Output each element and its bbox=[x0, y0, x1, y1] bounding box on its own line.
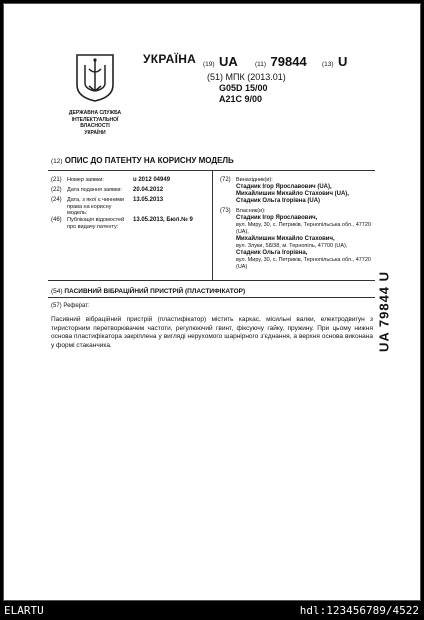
owner-address: вул. Миру, 30, с. Петриків, Тернопільська обл., 47720 (UA), bbox=[236, 222, 371, 235]
inventor-name: Михайлишин Михайло Стахович (UA), bbox=[236, 191, 349, 197]
owner-name: Стадник Ігор Ярославович, bbox=[236, 215, 318, 221]
office-line-4: УКРАЇНИ bbox=[84, 129, 106, 136]
biblio-value: 13.05.2013, Бюл.№ 9 bbox=[133, 217, 193, 223]
abstract-label: (57) Реферат: bbox=[51, 303, 90, 309]
biblio-row bbox=[51, 177, 211, 187]
office-line-3: ВЛАСНОСТІ bbox=[80, 123, 110, 129]
document-page bbox=[3, 3, 421, 601]
inid-code-54: (54) bbox=[51, 288, 63, 295]
inid-code-72: (72) bbox=[220, 177, 231, 183]
biblio-row bbox=[51, 187, 211, 197]
biblio-value: 20.04.2012 bbox=[133, 187, 164, 193]
owners-label: Власник(и): bbox=[236, 208, 266, 214]
inventor-name: Стадник Ігор Ярославович (UA), bbox=[236, 184, 332, 190]
owner-name: Стадник Ольга Ігорівна, bbox=[236, 250, 308, 256]
inid-code-13: (13) bbox=[322, 61, 334, 68]
biblio-label: Дата, з якої є чинними права на корисну модель: bbox=[67, 197, 125, 216]
office-line-1: ДЕРЖАВНА СЛУЖБА bbox=[68, 110, 122, 116]
inventor-name: Стадник Ольга Ігорівна (UA) bbox=[236, 198, 321, 204]
inid-code: (46) bbox=[51, 217, 62, 223]
biblio-row bbox=[51, 197, 211, 217]
country-code: UA bbox=[219, 54, 238, 69]
inventors-block bbox=[236, 177, 374, 205]
mpk-line: (51) МПК (2013.01) bbox=[207, 72, 286, 82]
divider-middle bbox=[48, 280, 375, 281]
biblio-label: Дата подання заявки: bbox=[67, 187, 122, 193]
inventors-label: Винахідник(и): bbox=[236, 177, 273, 183]
document-type bbox=[51, 156, 234, 165]
biblio-label: Номер заявки: bbox=[67, 177, 104, 183]
abstract-text: Пасивний вібраційний пристрій (пластифікатор) містить каркас, місильні валки, електродвигун з тиристорним перетворювачем частоти, регулюючий гвинт, фіксуючу гайку, пружину. При цьому нижня основа пластифікатора закріплена у вигляді нерухомого шарнірного з'єднання, а верхня основа виконана у формі стаканчика. bbox=[51, 316, 373, 349]
inid-code-19: (19) bbox=[203, 61, 215, 68]
owner-address: вул. Злуки, 58/38, м. Тернопіль, 47700 (UA), bbox=[236, 243, 348, 249]
office-line-2: ІНТЕЛЕКТУАЛЬНОЇ bbox=[71, 116, 119, 123]
invention-title-text: ПАСИВНИЙ ВІБРАЦІЙНИЙ ПРИСТРІЙ (ПЛАСТИФІКАТОР) bbox=[64, 288, 246, 295]
owners-block bbox=[236, 208, 374, 271]
biblio-value: u 2012 04949 bbox=[133, 177, 171, 183]
country-name: УКРАЇНА bbox=[143, 52, 197, 66]
patent-office-name bbox=[52, 110, 138, 136]
inid-code: (24) bbox=[51, 197, 62, 203]
owner-name: Михайлишин Михайло Стахович, bbox=[236, 236, 335, 242]
owner-address: вул. Миру, 30, с. Петриків, Тернопільська обл., 47720 (UA) bbox=[236, 257, 371, 270]
divider-title bbox=[48, 297, 375, 298]
biblio-value: 13.05.2013 bbox=[133, 197, 164, 203]
coat-of-arms-icon bbox=[75, 53, 115, 103]
biblio-label: Публікація відомостей про видачу патенту: bbox=[67, 217, 125, 230]
patent-number: 79844 bbox=[270, 54, 307, 69]
country-code-block bbox=[203, 53, 238, 71]
kind-code: U bbox=[338, 54, 348, 69]
patent-number-block bbox=[255, 53, 307, 71]
inid-code: (21) bbox=[51, 177, 62, 183]
inid-code: (22) bbox=[51, 187, 62, 193]
divider-vertical bbox=[212, 170, 213, 280]
inid-code-11: (11) bbox=[255, 61, 267, 68]
classification-block bbox=[207, 72, 286, 105]
biblio-row bbox=[51, 217, 211, 231]
classification-2: A21C 9/00 bbox=[219, 94, 263, 104]
repository-name: ELARTU bbox=[4, 604, 44, 617]
classification-1: G05D 15/00 bbox=[219, 83, 268, 93]
inid-code-73: (73) bbox=[220, 208, 231, 214]
handle-id: hdl:123456789/4522 bbox=[299, 604, 419, 617]
kind-code-block bbox=[322, 53, 347, 71]
invention-title bbox=[51, 288, 245, 295]
viewer-footer bbox=[0, 601, 424, 620]
document-type-text: ОПИС ДО ПАТЕНТУ НА КОРИСНУ МОДЕЛЬ bbox=[64, 156, 234, 165]
inid-code-12: (12) bbox=[51, 158, 63, 165]
side-label-text: UA 79844 U bbox=[376, 270, 392, 353]
